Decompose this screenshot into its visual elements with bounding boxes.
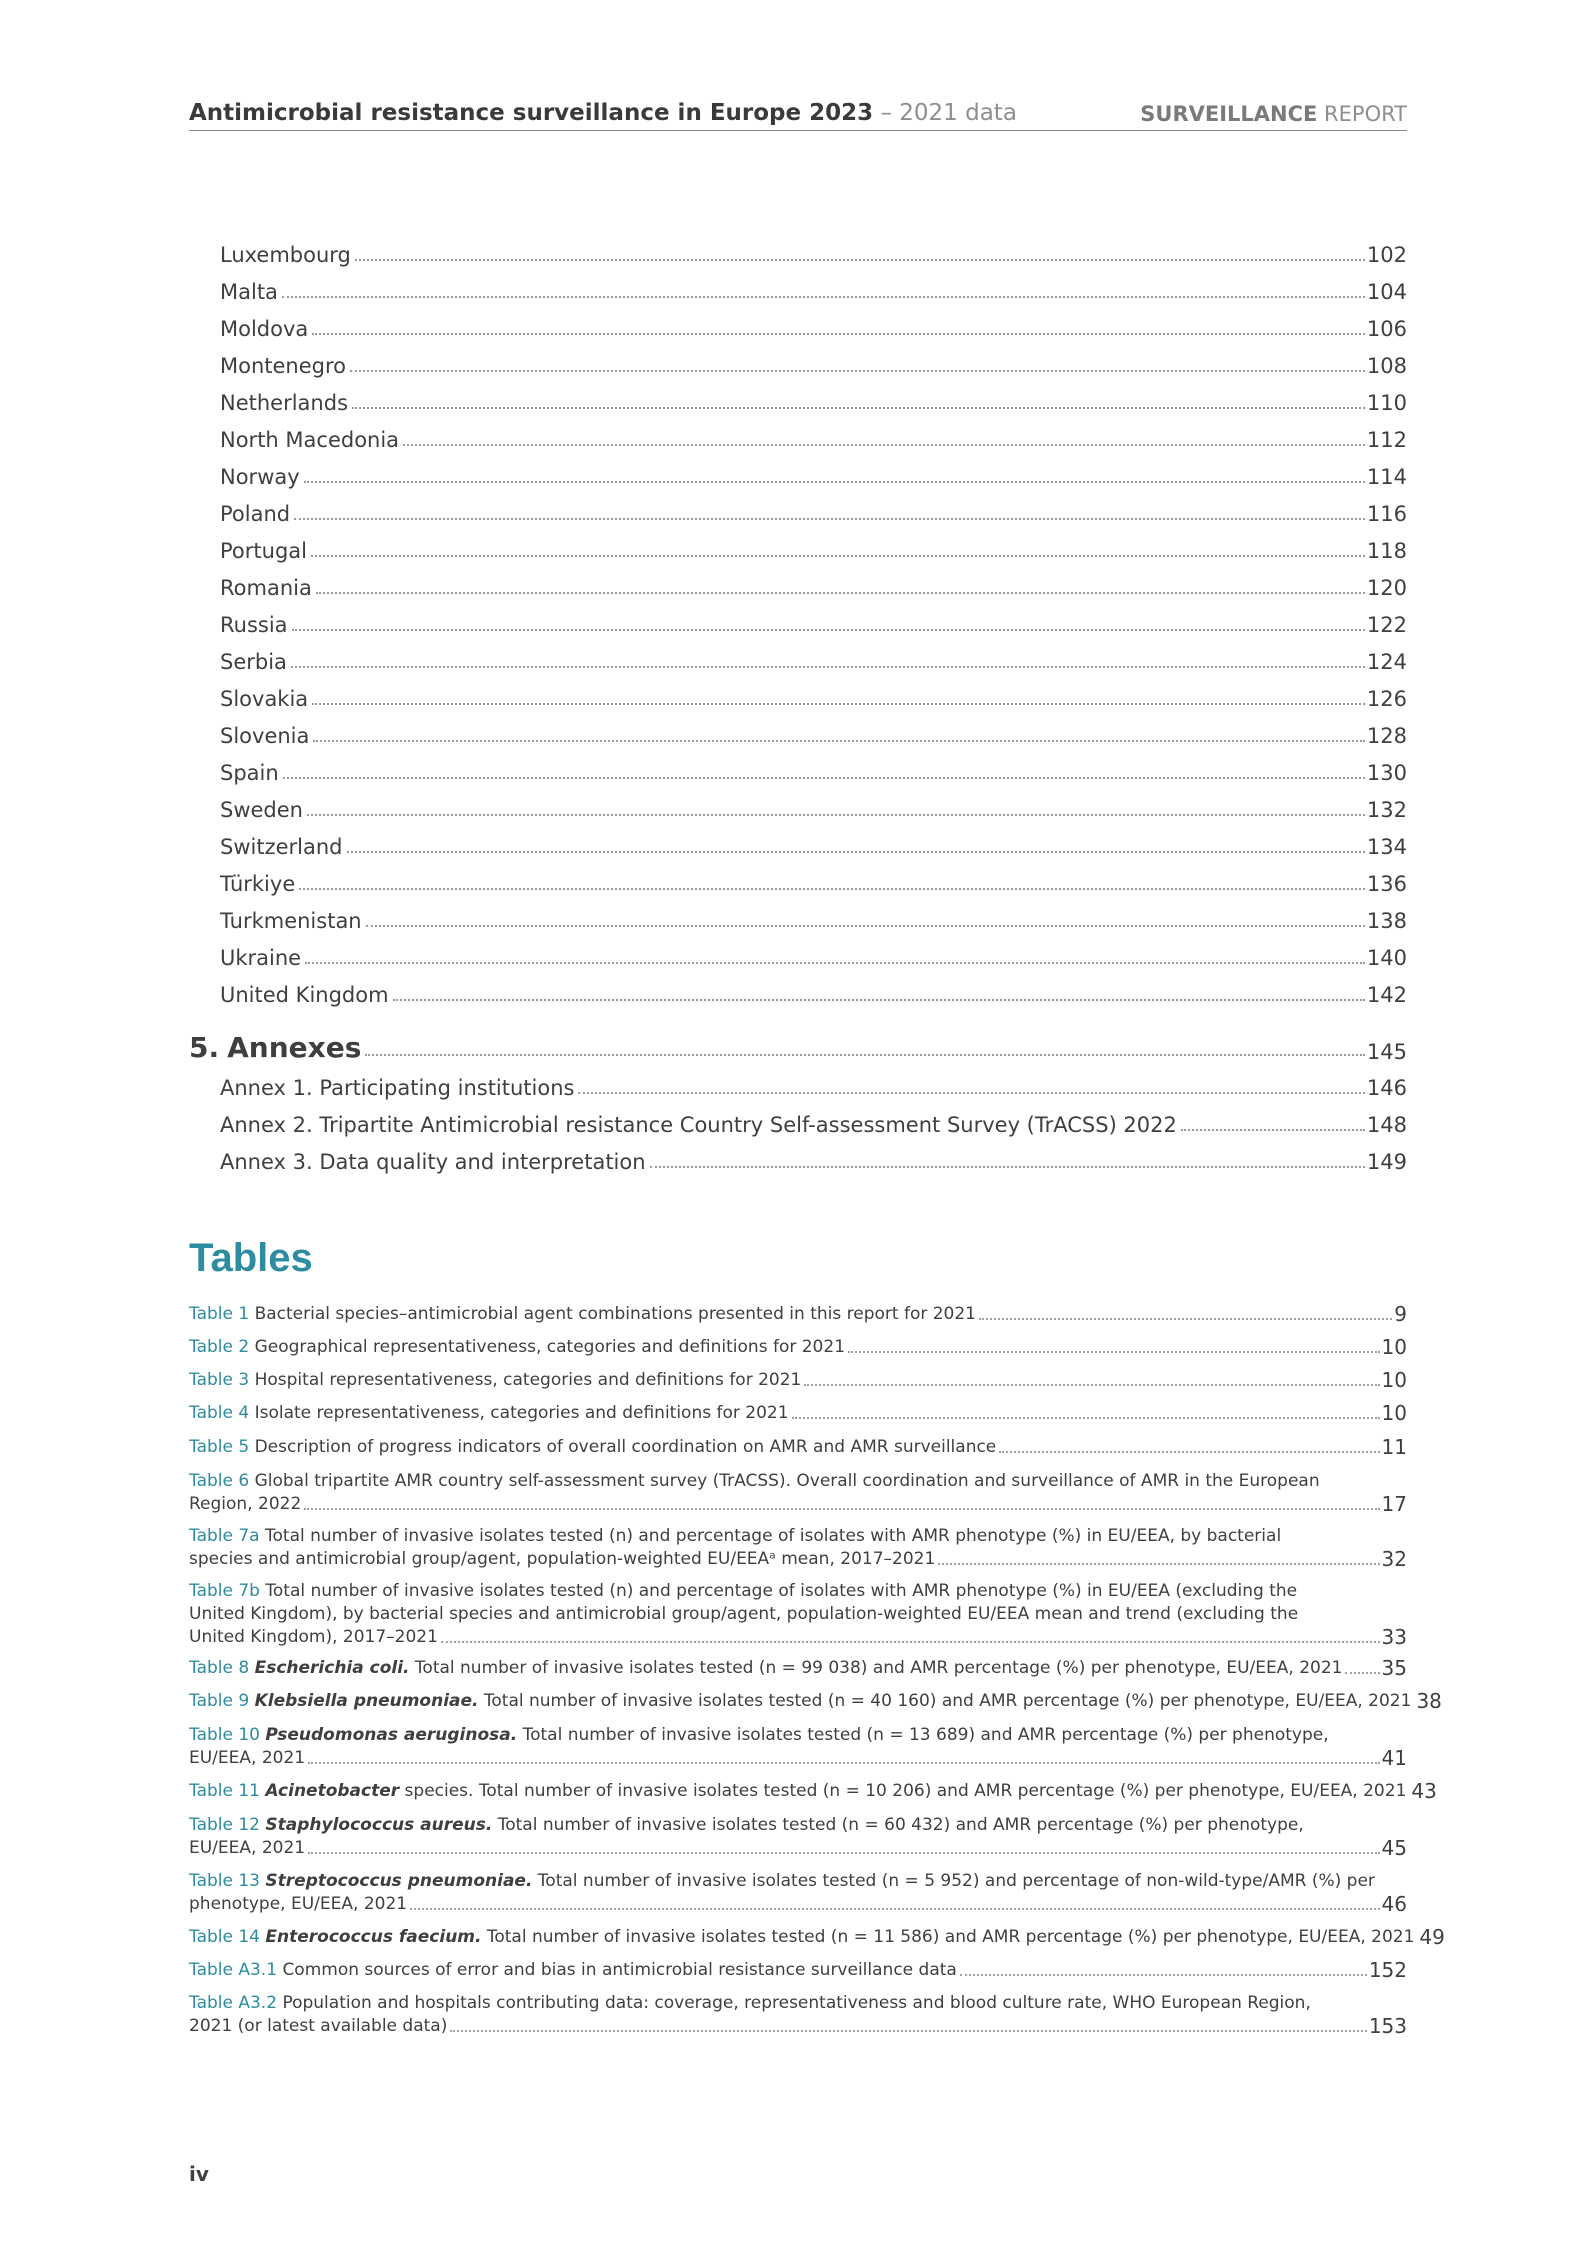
table-caption: Total number of invasive isolates tested (n) and percentage of isolates with AMR phenotype (%) in EU/EEA, by bacterial	[265, 1526, 1282, 1546]
table-caption: Total number of invasive isolates tested (n) and percentage of isolates with AMR phenotype (%) in EU/EEA (excluding the	[265, 1581, 1298, 1601]
toc-entry[interactable]	[220, 940, 1407, 970]
table-ref: Table 10	[189, 1725, 260, 1745]
table-page: 153	[1368, 2014, 1407, 2038]
dot-leader	[848, 1350, 1380, 1353]
dot-leader	[365, 1053, 1365, 1056]
page-number: iv	[189, 2162, 209, 2186]
dot-leader	[352, 406, 1365, 409]
table-list-entry[interactable]	[189, 1870, 1407, 1916]
table-page: 152	[1368, 1958, 1407, 1982]
toc-annex-entry[interactable]	[220, 1107, 1407, 1137]
table-page: 17	[1381, 1492, 1407, 1516]
table-ref: Table 14	[189, 1927, 260, 1947]
table-page: 43	[1411, 1779, 1437, 1803]
table-caption: Total number of invasive isolates tested (n = 99 038) and AMR percentage (%) per phenotype, EU/EEA, 2021	[409, 1658, 1343, 1678]
table-caption-cont: United Kingdom), by bacterial species and antimicrobial group/agent, population-weighted EU/EEA mean and trend (excluding the	[189, 1604, 1299, 1624]
toc-entry[interactable]	[220, 681, 1407, 711]
toc-entry-label: North Macedonia	[220, 428, 400, 452]
dot-leader	[305, 961, 1365, 964]
toc-entry-page: 104	[1366, 280, 1407, 304]
table-caption: Bacterial species–antimicrobial agent combinations presented in this report for 2021	[254, 1304, 976, 1324]
toc-entry[interactable]	[220, 755, 1407, 785]
table-caption: Hospital representativeness, categories and definitions for 2021	[254, 1370, 802, 1390]
toc-entry[interactable]	[220, 644, 1407, 674]
dot-leader	[308, 1761, 1379, 1764]
table-ref: Table 1	[189, 1304, 250, 1324]
dot-leader	[291, 665, 1365, 668]
table-caption: Isolate representativeness, categories and definitions for 2021	[254, 1403, 789, 1423]
species-name: Staphylococcus aureus.	[265, 1815, 493, 1835]
table-ref: Table 7a	[189, 1526, 260, 1546]
toc-entry-page: 108	[1366, 354, 1407, 378]
table-page: 46	[1381, 1892, 1407, 1916]
dot-leader	[304, 1507, 1379, 1510]
species-name: Enterococcus faecium.	[265, 1927, 482, 1947]
table-page: 10	[1381, 1335, 1407, 1359]
section-number: 5.	[189, 1031, 220, 1064]
toc-entry-label: Slovenia	[220, 724, 310, 748]
table-page: 10	[1381, 1368, 1407, 1392]
dot-leader	[650, 1165, 1365, 1168]
dot-leader	[403, 443, 1365, 446]
table-list-entry[interactable]	[189, 1336, 1407, 1359]
toc-entry-label: Annex 3. Data quality and interpretation	[220, 1150, 646, 1174]
dot-leader	[578, 1091, 1364, 1094]
dot-leader	[312, 332, 1365, 335]
table-caption-cont: species and antimicrobial group/agent, population-weighted EU/EEAᵃ mean, 2017–2021	[189, 1549, 936, 1569]
table-list-entry[interactable]	[189, 1814, 1407, 1860]
dot-leader	[450, 2029, 1366, 2032]
table-ref: Table A3.2	[189, 1993, 278, 2013]
toc-entry-page: 142	[1366, 983, 1407, 1007]
running-header	[189, 96, 1407, 131]
toc-entry-label: Spain	[220, 761, 279, 785]
dot-leader	[1345, 1671, 1379, 1674]
dot-leader	[308, 1851, 1379, 1854]
dot-leader	[355, 258, 1365, 261]
table-caption: Common sources of error and bias in antimicrobial resistance surveillance data	[282, 1960, 957, 1980]
table-ref: Table 11	[189, 1781, 260, 1801]
table-caption: Total number of invasive isolates tested (n = 5 952) and percentage of non-wild-type/AMR (%) per	[532, 1871, 1375, 1891]
toc-entry-label: Annex 1. Participating institutions	[220, 1076, 575, 1100]
toc-entry[interactable]	[220, 496, 1407, 526]
table-page: 10	[1381, 1401, 1407, 1425]
dot-leader	[792, 1416, 1380, 1419]
section-page: 145	[1366, 1040, 1407, 1064]
toc-entry[interactable]	[220, 718, 1407, 748]
toc-entry-page: 110	[1366, 391, 1407, 415]
dot-leader	[999, 1450, 1379, 1453]
table-caption-cont: EU/EEA, 2021	[189, 1748, 306, 1768]
table-ref: Table 13	[189, 1871, 260, 1891]
dot-leader	[299, 887, 1365, 890]
toc-entry-label: Norway	[220, 465, 300, 489]
toc-entry[interactable]	[220, 348, 1407, 378]
dot-leader	[307, 813, 1365, 816]
table-list-entry[interactable]	[189, 1369, 1407, 1392]
toc-entry-page: 102	[1366, 243, 1407, 267]
dot-leader	[804, 1383, 1379, 1386]
dot-leader	[350, 369, 1365, 372]
table-list-entry[interactable]	[189, 1689, 1442, 1713]
table-caption: Population and hospitals contributing data: coverage, representativeness and blood culture rate, WHO European Region,	[282, 1993, 1311, 2013]
header-report-rest: REPORT	[1317, 102, 1407, 126]
table-ref: Table 6	[189, 1471, 250, 1491]
toc-entry-label: Ukraine	[220, 946, 302, 970]
dot-leader	[366, 924, 1365, 927]
dot-leader	[393, 998, 1365, 1001]
dot-leader	[1181, 1128, 1365, 1131]
toc-section-annexes[interactable]	[189, 1028, 1407, 1064]
toc-entry-label: Russia	[220, 613, 288, 637]
toc-entry-page: 106	[1366, 317, 1407, 341]
table-caption: species. Total number of invasive isolates tested (n = 10 206) and AMR percentage (%) per phenotype, EU/EEA, 2021	[399, 1781, 1407, 1801]
toc-entry-label: Annex 2. Tripartite Antimicrobial resistance Country Self-assessment Survey (TrACSS) 2022	[220, 1113, 1177, 1137]
toc-entry[interactable]	[220, 570, 1407, 600]
toc-entry-page: 118	[1366, 539, 1407, 563]
dot-leader	[313, 739, 1365, 742]
dot-leader	[282, 295, 1365, 298]
toc-entry[interactable]	[220, 866, 1407, 896]
dot-leader	[311, 554, 1365, 557]
table-ref: Table 7b	[189, 1581, 260, 1601]
table-list-entry[interactable]	[189, 1402, 1407, 1425]
toc-entry-label: Sweden	[220, 798, 303, 822]
toc-entry-label: United Kingdom	[220, 983, 389, 1007]
tables-heading: Tables	[189, 1236, 313, 1280]
table-list-entry[interactable]	[189, 1580, 1407, 1649]
header-title	[189, 100, 1017, 126]
dot-leader	[938, 1562, 1379, 1565]
toc-entry-page: 112	[1366, 428, 1407, 452]
toc-entry-page: 136	[1366, 872, 1407, 896]
table-list-entry[interactable]	[189, 1724, 1407, 1770]
toc-entry-label: Türkiye	[220, 872, 296, 896]
table-caption: Total number of invasive isolates tested (n = 40 160) and AMR percentage (%) per phenotype, EU/EEA, 2021	[478, 1691, 1412, 1711]
table-caption-cont: United Kingdom), 2017–2021	[189, 1627, 438, 1647]
header-title-separator: –	[873, 100, 900, 126]
table-caption: Total number of invasive isolates tested (n = 13 689) and AMR percentage (%) per phenotype,	[517, 1725, 1329, 1745]
table-ref: Table 5	[189, 1437, 250, 1457]
toc-entry[interactable]	[220, 274, 1407, 304]
table-list-entry[interactable]	[189, 1657, 1407, 1680]
table-list-entry[interactable]	[189, 1303, 1407, 1326]
dot-leader	[347, 850, 1365, 853]
toc-entry[interactable]	[220, 385, 1407, 415]
table-page: 33	[1381, 1625, 1407, 1649]
table-caption-cont: 2021 (or latest available data)	[189, 2016, 448, 2036]
table-list-entry[interactable]	[189, 1779, 1437, 1803]
table-list-entry[interactable]	[189, 1925, 1445, 1949]
table-page: 35	[1381, 1656, 1407, 1680]
toc-entry-label: Moldova	[220, 317, 309, 341]
toc-entry-label: Romania	[220, 576, 312, 600]
header-report-bold: SURVEILLANCE	[1140, 102, 1318, 126]
species-name: Klebsiella pneumoniae.	[254, 1691, 479, 1711]
table-page: 11	[1381, 1435, 1407, 1459]
table-page: 45	[1381, 1836, 1407, 1860]
table-ref: Table 8	[189, 1658, 250, 1678]
table-page: 49	[1419, 1925, 1445, 1949]
toc-entry-page: 132	[1366, 798, 1407, 822]
toc-entry-label: Poland	[220, 502, 291, 526]
table-caption-cont: phenotype, EU/EEA, 2021	[189, 1894, 408, 1914]
table-caption: Global tripartite AMR country self-assessment survey (TrACSS). Overall coordination and surveillance of AMR in the European	[254, 1471, 1320, 1491]
table-caption: Geographical representativeness, categories and definitions for 2021	[254, 1337, 846, 1357]
toc-entry-page: 149	[1366, 1150, 1407, 1174]
table-ref: Table 2	[189, 1337, 250, 1357]
toc-entry-page: 138	[1366, 909, 1407, 933]
species-name: Acinetobacter	[265, 1781, 400, 1801]
table-list-entry[interactable]	[189, 1436, 1407, 1459]
toc-entry-label: Slovakia	[220, 687, 309, 711]
header-report-type	[1140, 102, 1407, 126]
toc-entry-page: 116	[1366, 502, 1407, 526]
toc-entry[interactable]	[220, 607, 1407, 637]
toc-entry-label: Montenegro	[220, 354, 347, 378]
toc-entry[interactable]	[220, 903, 1407, 933]
dot-leader	[441, 1640, 1380, 1643]
dot-leader	[283, 776, 1365, 779]
toc-entry-page: 146	[1366, 1076, 1407, 1100]
toc-annex-entry[interactable]	[220, 1144, 1407, 1174]
header-title-sub: 2021 data	[899, 100, 1017, 126]
toc-entry-page: 120	[1366, 576, 1407, 600]
toc-entry[interactable]	[220, 829, 1407, 859]
toc-entry-label: Malta	[220, 280, 278, 304]
toc-entry[interactable]	[220, 533, 1407, 563]
table-list-entry[interactable]	[189, 1525, 1407, 1571]
toc-entry[interactable]	[220, 977, 1407, 1007]
toc-annex-entry[interactable]	[220, 1070, 1407, 1100]
table-caption: Total number of invasive isolates tested (n = 11 586) and AMR percentage (%) per phenotype, EU/EEA, 2021	[481, 1927, 1415, 1947]
table-list-entry[interactable]	[189, 1992, 1407, 2038]
table-list-entry[interactable]	[189, 1959, 1407, 1982]
dot-leader	[410, 1907, 1379, 1910]
header-title-main: Antimicrobial resistance surveillance in Europe 2023	[189, 100, 874, 126]
toc-entry-page: 148	[1366, 1113, 1407, 1137]
table-ref: Table 12	[189, 1815, 260, 1835]
dot-leader	[979, 1317, 1392, 1320]
toc-entry[interactable]	[220, 422, 1407, 452]
dot-leader	[292, 628, 1365, 631]
toc-entry-page: 130	[1366, 761, 1407, 785]
toc-entry-label: Turkmenistan	[220, 909, 362, 933]
table-page: 32	[1381, 1547, 1407, 1571]
toc-entry-page: 114	[1366, 465, 1407, 489]
table-caption-cont: Region, 2022	[189, 1494, 302, 1514]
toc-entry[interactable]	[220, 237, 1407, 267]
table-caption-cont: EU/EEA, 2021	[189, 1838, 306, 1858]
dot-leader	[960, 1973, 1367, 1976]
species-name: Escherichia coli.	[254, 1658, 410, 1678]
toc-entry-page: 126	[1366, 687, 1407, 711]
toc-entry-label: Portugal	[220, 539, 307, 563]
species-name: Streptococcus pneumoniae.	[265, 1871, 533, 1891]
toc-entry-label: Switzerland	[220, 835, 343, 859]
table-ref: Table 3	[189, 1370, 250, 1390]
dot-leader	[316, 591, 1365, 594]
toc-entry-label: Serbia	[220, 650, 287, 674]
table-ref: Table 9	[189, 1691, 250, 1711]
dot-leader	[304, 480, 1365, 483]
table-page: 41	[1381, 1746, 1407, 1770]
toc-entry-label: Netherlands	[220, 391, 349, 415]
toc-entry[interactable]	[220, 459, 1407, 489]
table-ref: Table A3.1	[189, 1960, 278, 1980]
table-page: 9	[1394, 1302, 1407, 1326]
dot-leader	[294, 517, 1365, 520]
toc-entry-page: 122	[1366, 613, 1407, 637]
toc-entry-page: 124	[1366, 650, 1407, 674]
table-page: 38	[1416, 1689, 1442, 1713]
species-name: Pseudomonas aeruginosa.	[265, 1725, 518, 1745]
toc-entry-label: Luxembourg	[220, 243, 351, 267]
table-caption: Description of progress indicators of overall coordination on AMR and AMR surveillance	[254, 1437, 997, 1457]
table-ref: Table 4	[189, 1403, 250, 1423]
dot-leader	[312, 702, 1365, 705]
table-list-entry[interactable]	[189, 1470, 1407, 1516]
toc-entry[interactable]	[220, 792, 1407, 822]
toc-entry[interactable]	[220, 311, 1407, 341]
table-caption: Total number of invasive isolates tested (n = 60 432) and AMR percentage (%) per phenotype,	[492, 1815, 1304, 1835]
section-title: Annexes	[227, 1031, 362, 1064]
toc-entry-page: 128	[1366, 724, 1407, 748]
toc-entry-page: 134	[1366, 835, 1407, 859]
toc-entry-page: 140	[1366, 946, 1407, 970]
